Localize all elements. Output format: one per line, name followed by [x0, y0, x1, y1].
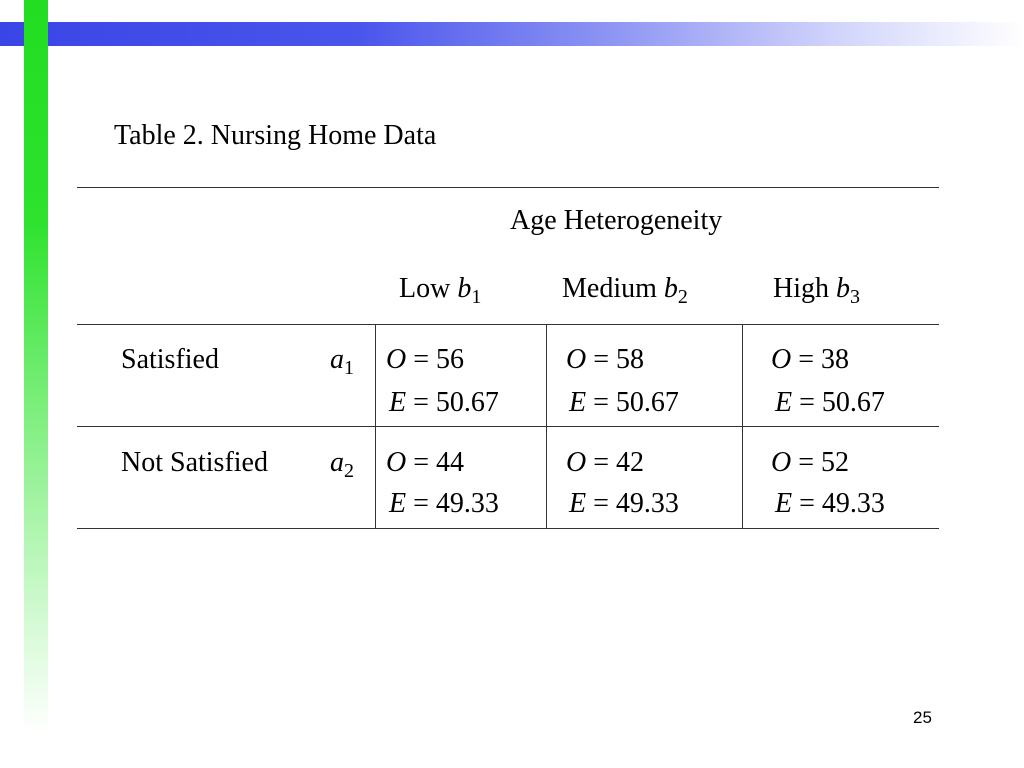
row-divider: [77, 426, 939, 427]
cell-observed: O = 38: [771, 344, 850, 375]
row-label-satisfied: Satisfied: [121, 344, 219, 375]
cell-observed: O = 56: [386, 344, 465, 375]
cell-expected: E = 50.67: [569, 387, 679, 418]
cell-observed: O = 42: [566, 447, 645, 478]
column-header-medium: Medium $b_2$: [562, 273, 688, 308]
column-divider: [742, 324, 743, 528]
cell-observed: O = 58: [566, 344, 645, 375]
column-header-high: High $b_3$: [773, 273, 860, 308]
cell-observed: O = 52: [771, 447, 850, 478]
cell-expected: E = 50.67: [775, 387, 885, 418]
column-divider: [375, 324, 376, 528]
row-var-a2: $a_2$: [330, 447, 354, 482]
column-header-low: Low $b_1$: [399, 273, 482, 308]
decorative-top-bar: [0, 22, 1024, 46]
cell-observed: O = 44: [386, 447, 465, 478]
group-header: Age Heterogeneity: [510, 205, 723, 236]
page-number: 25: [913, 708, 932, 727]
cell-expected: E = 49.33: [775, 488, 885, 519]
table-title: Table 2. Nursing Home Data: [114, 120, 437, 151]
table-bottom-rule: [77, 528, 939, 529]
decorative-side-bar: [24, 0, 48, 735]
cell-expected: E = 49.33: [389, 488, 499, 519]
table-top-rule: [77, 187, 939, 188]
cell-expected: E = 49.33: [569, 488, 679, 519]
cell-expected: E = 50.67: [389, 387, 499, 418]
row-var-a1: $a_1$: [330, 344, 354, 379]
row-label-not-satisfied: Not Satisfied: [121, 447, 268, 478]
column-divider: [546, 324, 547, 528]
header-rule: [77, 324, 939, 325]
